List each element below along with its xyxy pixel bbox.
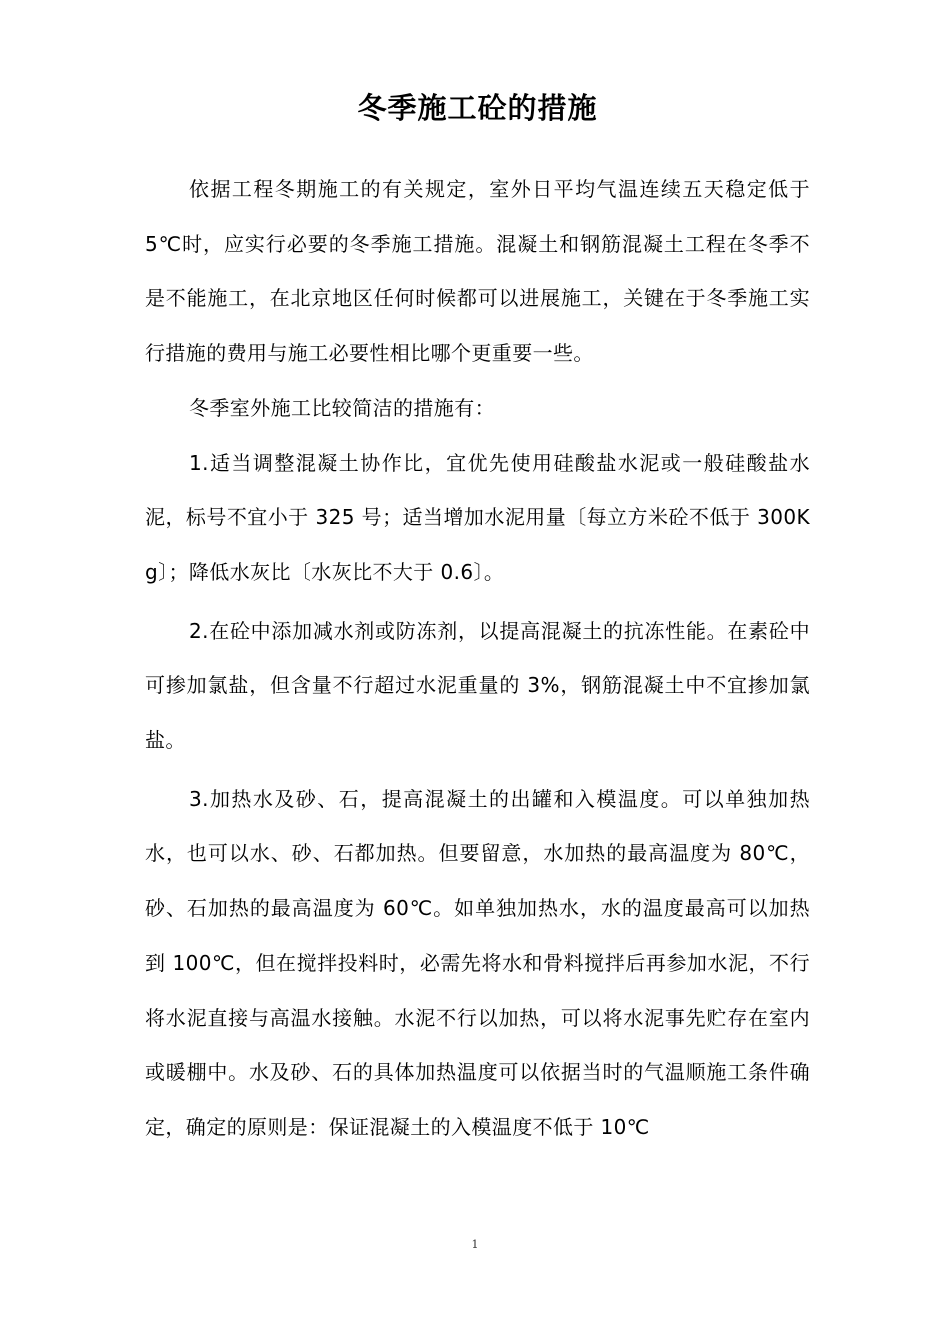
paragraph-measures-intro: 冬季室外施工比较简洁的措施有： <box>189 395 495 420</box>
paragraph-measure-3: 3.加热水及砂、石，提高混凝土的出罐和入模温度。可以单独加热水，也可以水、砂、石都加热。但要留意，水加热的最高温度为 80℃，砂、石加热的最高温度为 60℃。如单独加热水，水的温度最高可以加热到 100℃，但在搅拌投料时，必需先将水和骨料搅拌后再参加水泥，不行将水泥直接与高温水接触。水泥不行以加热，可以将水泥事先贮存在室内或暖棚中。水及砂、石的具体加热温度可以依据当时的气温顺施工条件确定，确定的原则是：保证混凝土的入模温度不低于 10℃ <box>145 786 810 1139</box>
page-number: 1 <box>471 1238 479 1251</box>
paragraph-measure-2: 2.在砼中添加减水剂或防冻剂，以提高混凝土的抗冻性能。在素砼中可掺加氯盐，但含量不行超过水泥重量的 3%，钢筋混凝土中不宜掺加氯盐。 <box>145 618 810 753</box>
paragraph-measure-1: 1.适当调整混凝土协作比，宜优先使用硅酸盐水泥或一般硅酸盐水泥，标号不宜小于 325 号；适当增加水泥用量〔每立方米砼不低于 300Kg〕；降低水灰比〔水灰比不大于 0.6〕。 <box>145 450 810 584</box>
paragraph-regulation: 依据工程冬期施工的有关规定，室外日平均气温连续五天稳定低于 5℃时，应实行必要的冬季施工措施。混凝土和钢筋混凝土工程在冬季不是不能施工，在北京地区任何时候都可以进展施工，关键在于冬季施工实行措施的费用与施工必要性相比哪个更重要一些。 <box>145 177 810 366</box>
document-body <box>145 162 810 1155</box>
document-title: 冬季施工砼的措施 <box>357 91 598 125</box>
